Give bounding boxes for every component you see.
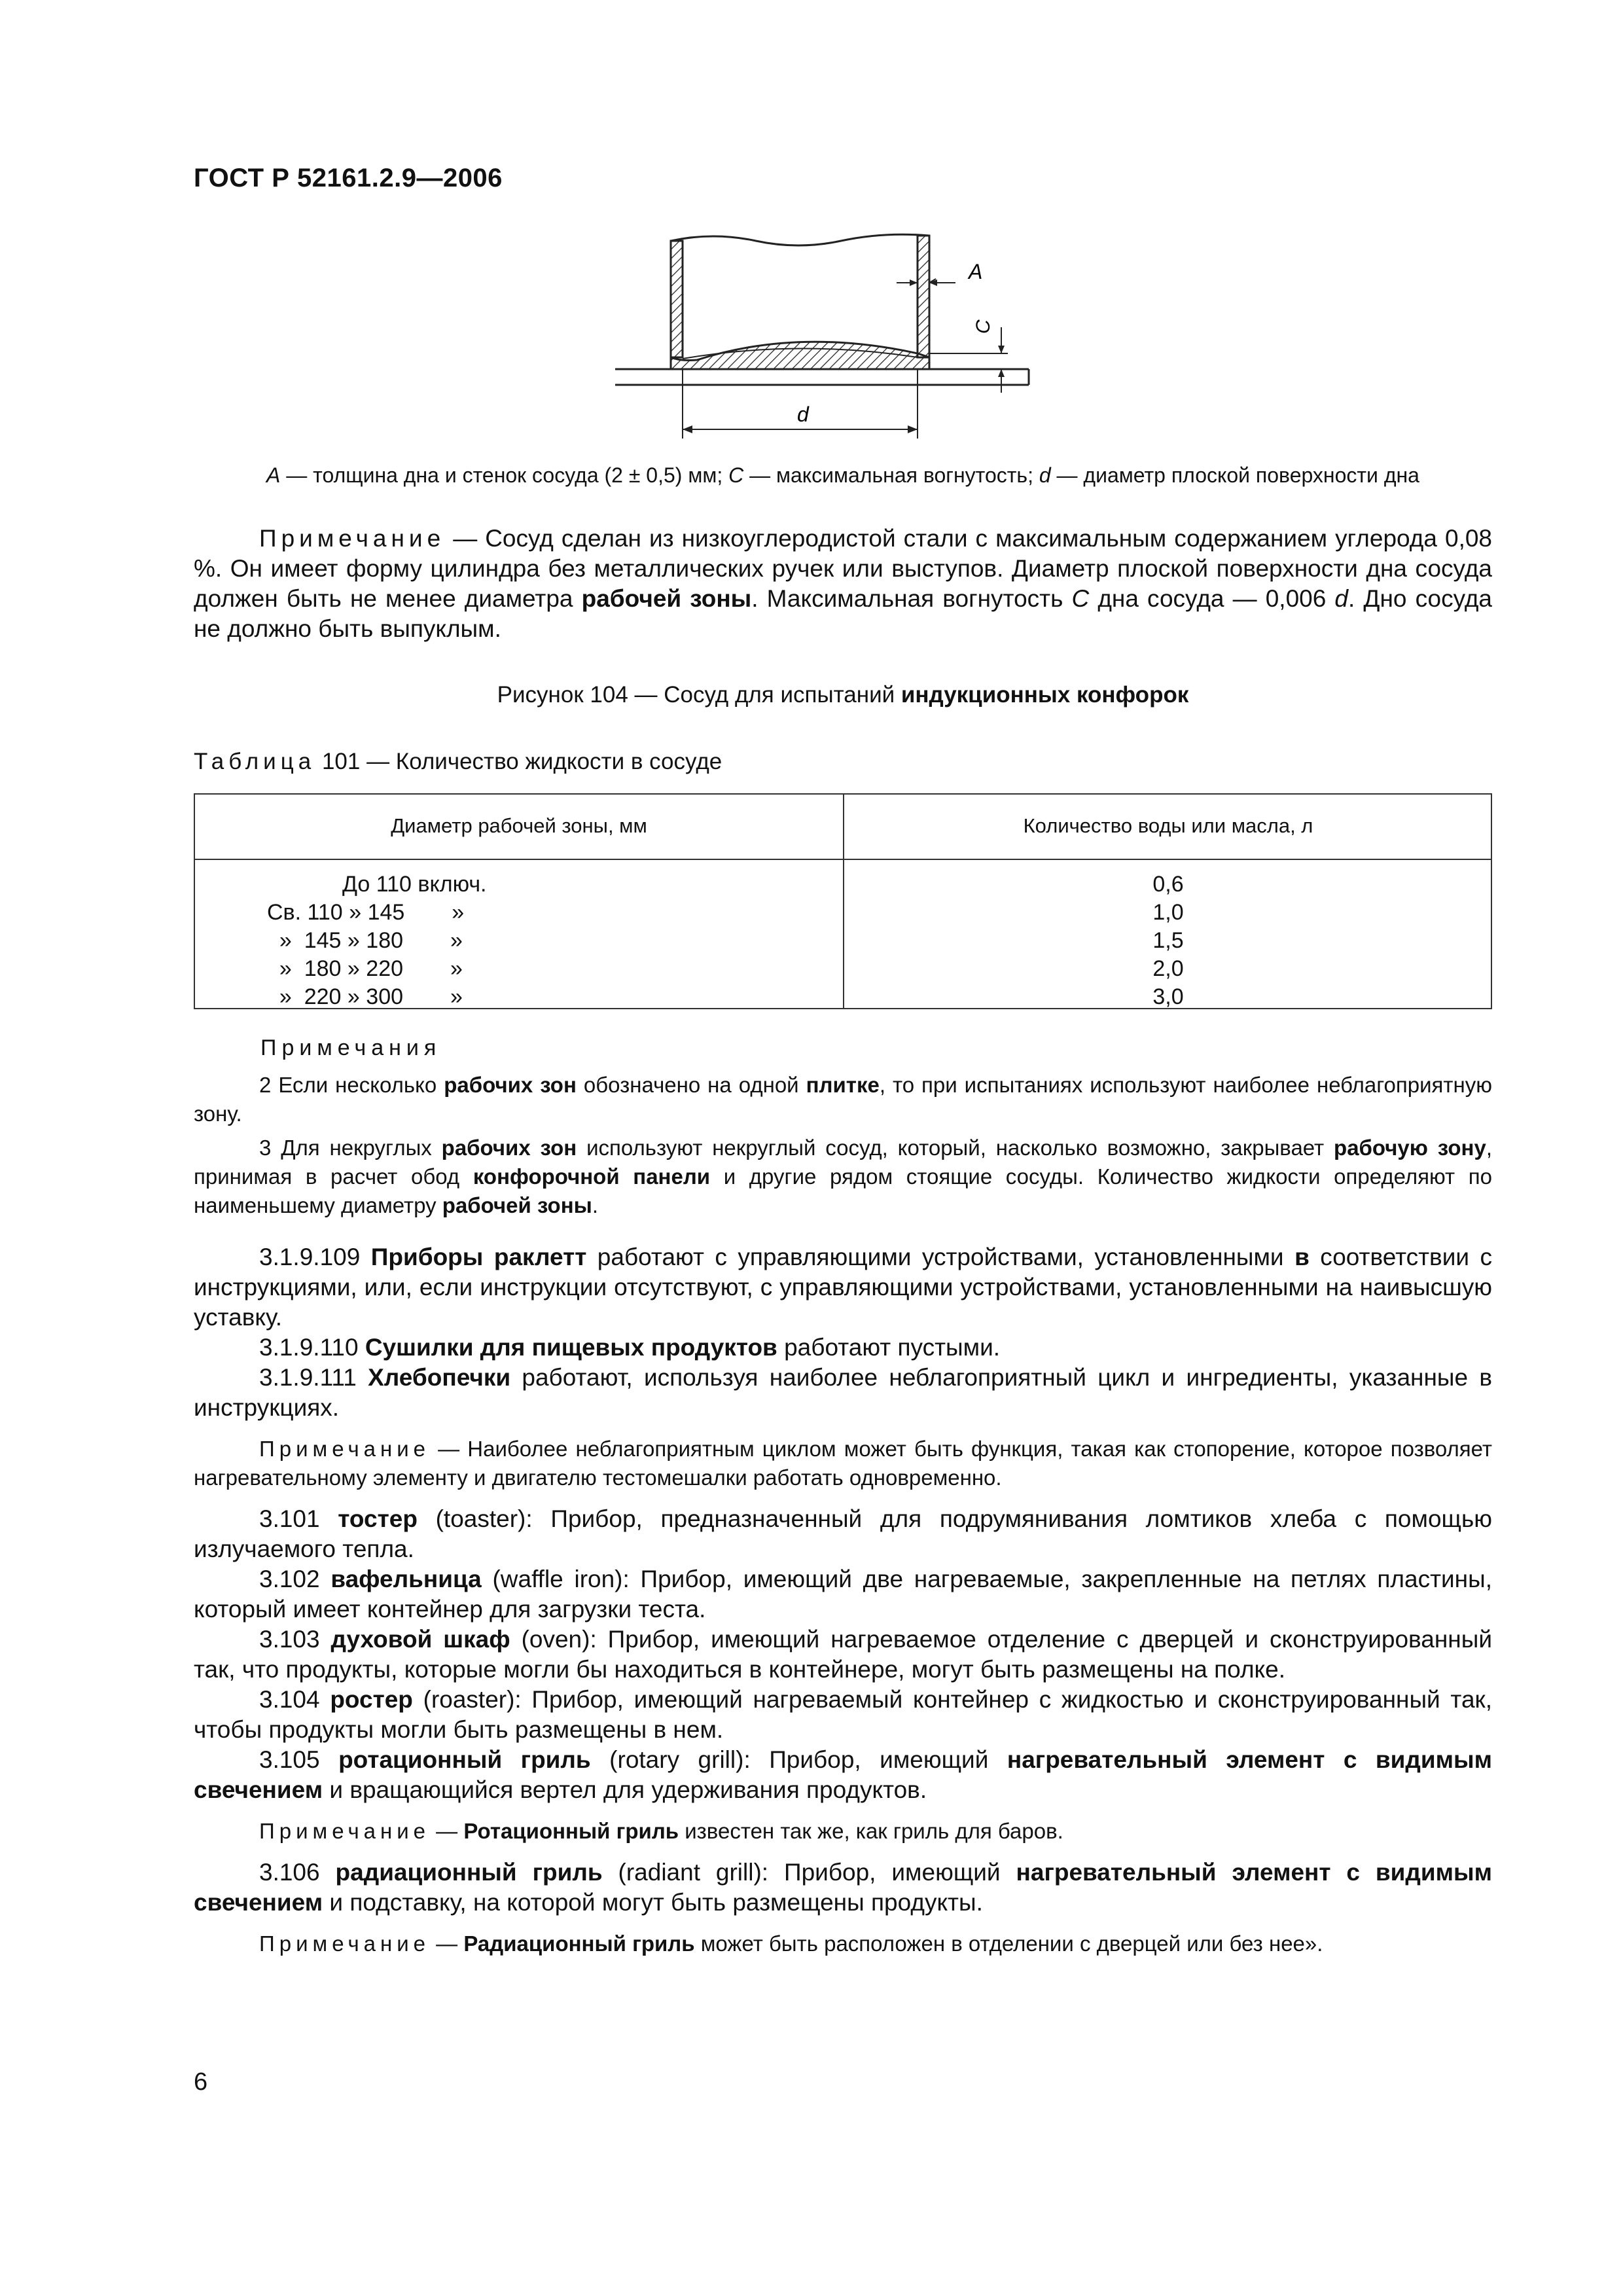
clause-3-105: 3.105 ротационный гриль (rotary grill): Прибор, имеющий нагревательный элемент с видимым свечением и вращающийся вертел для удерживания продуктов.: [194, 1746, 1492, 1803]
figure-caption: [194, 682, 1492, 708]
clause-3-104: 3.104 ростер (roaster): Прибор, имеющий нагреваемый контейнер с жидкостью и сконструированный так, чтобы продукты могли быть размещены в нем.: [194, 1686, 1492, 1743]
table-row: » 220 » 300 »: [279, 984, 463, 1009]
table-cell: 2,0: [1152, 956, 1184, 981]
table-label: Таблица: [194, 749, 316, 774]
caption-term: индукционных конфорок: [901, 682, 1189, 708]
note-text-4: . Дно сосуда не должно быть выпуклым.: [194, 585, 1493, 642]
clause-3-101: 3.101 тостер (toaster): Прибор, предназначенный для подрумянивания ломтиков хлеба с помощью излучаемого тепла.: [194, 1505, 1492, 1562]
legend-text-d: — диаметр плоской поверхности дна: [1050, 463, 1419, 487]
label-a: A: [969, 260, 983, 283]
figure-legend: [194, 463, 1492, 488]
note-3-105: Примечание — Ротационный гриль известен так же, как гриль для баров.: [259, 1819, 1063, 1843]
page-number: 6: [194, 2068, 208, 2096]
note-symbol-c: C: [1071, 585, 1090, 612]
legend-symbol-d: d: [1039, 463, 1051, 487]
caption-text: Рисунок 104 — Сосуд для испытаний: [497, 682, 901, 708]
clause-3-103: 3.103 духовой шкаф (oven): Прибор, имеющий нагреваемое отделение с дверцей и сконструированный так, что продукты, которые могли бы находиться в контейнере, могут быть размещены на полке.: [194, 1626, 1493, 1683]
legend-text-a: — толщина дна и стенок сосуда (2 ± 0,5) мм;: [280, 463, 729, 487]
col-header-diameter: Диаметр рабочей зоны, мм: [391, 814, 647, 837]
clause-3-1-9-111: 3.1.9.111 Хлебопечки работают, используя наиболее неблагоприятный цикл и ингредиенты, указанные в инструкциях.: [194, 1364, 1493, 1421]
note-term: рабочей зоны: [581, 585, 752, 612]
clause-3-102: 3.102 вафельница (waffle iron): Прибор, имеющий две нагреваемые, закрепленные на петлях пластины, который имеет контейнер для загрузки теста.: [194, 1566, 1492, 1623]
table-cell: 1,0: [1152, 900, 1184, 925]
note-3-106: Примечание — Радиационный гриль может быть расположен в отделении с дверцей или без нее».: [259, 1931, 1323, 1956]
document-header: ГОСТ Р 52161.2.9—2006: [194, 164, 503, 192]
note-label: Примечание: [259, 525, 446, 552]
clause-3-1-9-110: 3.1.9.110 Сушилки для пищевых продуктов работают пустыми.: [259, 1334, 1001, 1361]
table-row: » 145 » 180 »: [279, 928, 463, 953]
table-row: » 180 » 220 »: [279, 956, 463, 981]
table-row: Св. 110 » 145 »: [267, 900, 465, 925]
notes: [194, 1071, 1492, 1220]
clause-3-1-9-109: 3.1.9.109 Приборы раклетт работают с управляющими устройствами, установленными в соответствии с инструкциями, или, если инструкции отсутствуют, с управляющими устройствами, установленными на наивысшую уставку.: [194, 1244, 1493, 1331]
table-cell: 3,0: [1152, 984, 1184, 1009]
note-symbol-d: d: [1334, 585, 1348, 612]
notes-title: Примечания: [260, 1035, 442, 1060]
liquid-table: [194, 793, 1492, 1009]
table-row: До 110 включ.: [342, 872, 487, 897]
table-cell: 1,5: [1152, 928, 1184, 953]
note-text-2: . Максимальная вогнутость: [751, 585, 1072, 612]
note-text-3: дна сосуда — 0,006: [1089, 585, 1335, 612]
note-3: 3 Для некруглых рабочих зон используют некруглый сосуд, который, насколько возможно, закрывает рабочую зону, принимая в расчет обод конфорочной панели и другие рядом стоящие сосуды. Количество жидкости определяют по наименьшему диаметру рабочей зоны.: [194, 1136, 1492, 1217]
clause-3-106: 3.106 радиационный гриль (radiant grill): Прибор, имеющий нагревательный элемент с видимым свечением и подставку, на которой могут быть размещены продукты.: [194, 1859, 1492, 1916]
label-d: d: [797, 403, 809, 426]
clauses: [194, 1242, 1492, 1958]
diameter-column: [267, 870, 725, 1011]
note-3-1-9-111: Примечание — Наиболее неблагоприятным циклом может быть функция, такая как стопорение, которое позволяет нагревательному элементу и двигателю тестомешалки работать одновременно.: [194, 1437, 1492, 1490]
table-title: [194, 749, 722, 775]
legend-symbol-a: A: [266, 463, 281, 487]
col-header-quantity: Количество воды или масла, л: [1023, 814, 1313, 837]
legend-text-c: — максимальная вогнутость;: [743, 463, 1039, 487]
table-cell: 0,6: [1152, 872, 1184, 897]
quantity-column: [843, 870, 1493, 1011]
label-c: C: [972, 319, 994, 334]
figure-note: [194, 524, 1492, 644]
table-caption: 101 — Количество жидкости в сосуде: [315, 749, 722, 774]
vessel-figure: [589, 229, 1113, 452]
note-2: 2 Если несколько рабочих зон обозначено на одной плитке, то при испытаниях используют наиболее неблагоприятную зону.: [194, 1073, 1492, 1126]
legend-symbol-c: C: [728, 463, 744, 487]
note-text-1: — Сосуд сделан из низкоуглеродистой стали с максимальным содержанием углерода 0,08 %. Он имеет форму цилиндра без металлических ручек или выступов. Диаметр плоской поверхности дна сосуда должен быть не менее диаметра: [194, 525, 1492, 612]
